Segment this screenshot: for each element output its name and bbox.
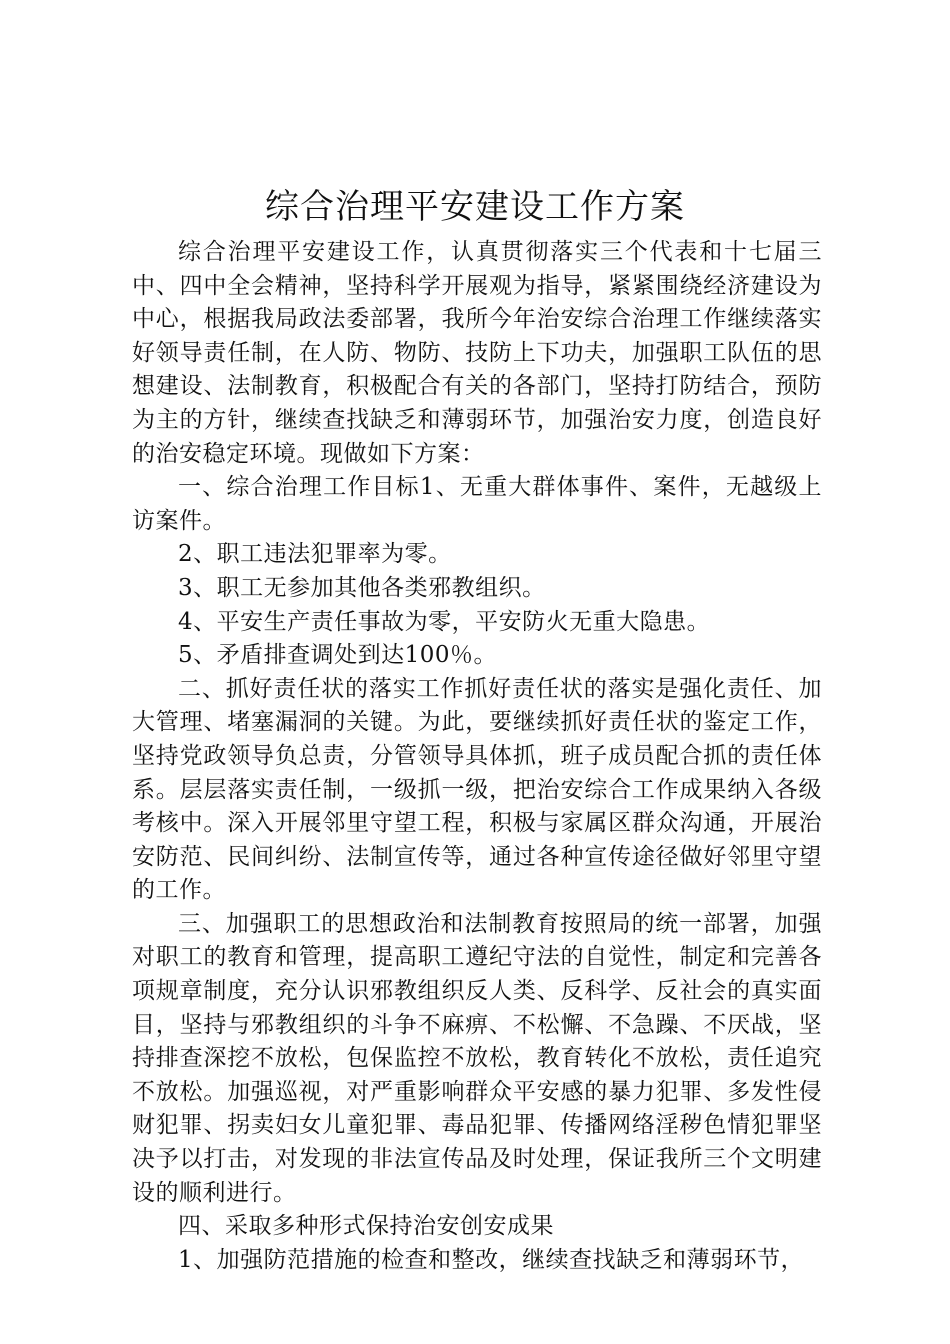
paragraph-goal-4: 4、平安生产责任事故为零，平安防火无重大隐患。	[178, 608, 711, 635]
paragraph-goal-2: 2、职工违法犯罪率为零。	[178, 541, 452, 568]
paragraph-section-3: 三、加强职工的思想政治和法制教育按照局的统一部署，加强对职工的教育和管理，提高职工遵纪守法的自觉性，制定和完善各项规章制度，充分认识邪教组织反人类、反科学、反社会的真实面目，坚持与邪教组织的斗争不麻痹、不松懈、不急躁、不厌战，坚持排查深挖不放松，包保监控不放松，教育转化不放松，责任追究不放松。加强巡视，对严重影响群众平安感的暴力犯罪、多发性侵财犯罪、拐卖妇女儿童犯罪、毒品犯罪、传播网络淫秽色情犯罪坚决予以打击，对发现的非法宣传品及时处理，保证我所三个文明建设的顺利进行。	[132, 910, 822, 1206]
paragraph-section-1-goals: 一、综合治理工作目标1、无重大群体事件、案件，无越级上访案件。	[132, 474, 822, 534]
document-body	[132, 236, 822, 1277]
paragraph-section-4-heading: 四、采取多种形式保持治安创安成果	[178, 1213, 554, 1240]
paragraph-section-4-item-1: 1、加强防范措施的检查和整改，继续查找缺乏和薄弱环节，	[178, 1246, 805, 1273]
paragraph-goal-3: 3、职工无参加其他各类邪教组织。	[178, 574, 546, 601]
document-title: 综合治理平安建设工作方案	[265, 187, 685, 227]
paragraph-goal-5: 5、矛盾排查调处到达100％。	[178, 642, 498, 669]
paragraph-intro: 综合治理平安建设工作，认真贯彻落实三个代表和十七届三中、四中全会精神，坚持科学开展观为指导，紧紧围绕经济建设为中心，根据我局政法委部署，我所今年治安综合治理工作继续落实好领导责任制，在人防、物防、技防上下功夫，加强职工队伍的思想建设、法制教育，积极配合有关的各部门，坚持打防结合，预防为主的方针，继续查找缺乏和薄弱环节，加强治安力度，创造良好的治安稳定环境。现做如下方案：	[132, 239, 822, 467]
paragraph-section-2: 二、抓好责任状的落实工作抓好责任状的落实是强化责任、加大管理、堵塞漏洞的关键。为此，要继续抓好责任状的鉴定工作，坚持党政领导负总责，分管领导具体抓，班子成员配合抓的责任体系。层层落实责任制，一级抓一级，把治安综合工作成果纳入各级考核中。深入开展邻里守望工程，积极与家属区群众沟通，开展治安防范、民间纠纷、法制宣传等，通过各种宣传途径做好邻里守望的工作。	[132, 675, 822, 904]
